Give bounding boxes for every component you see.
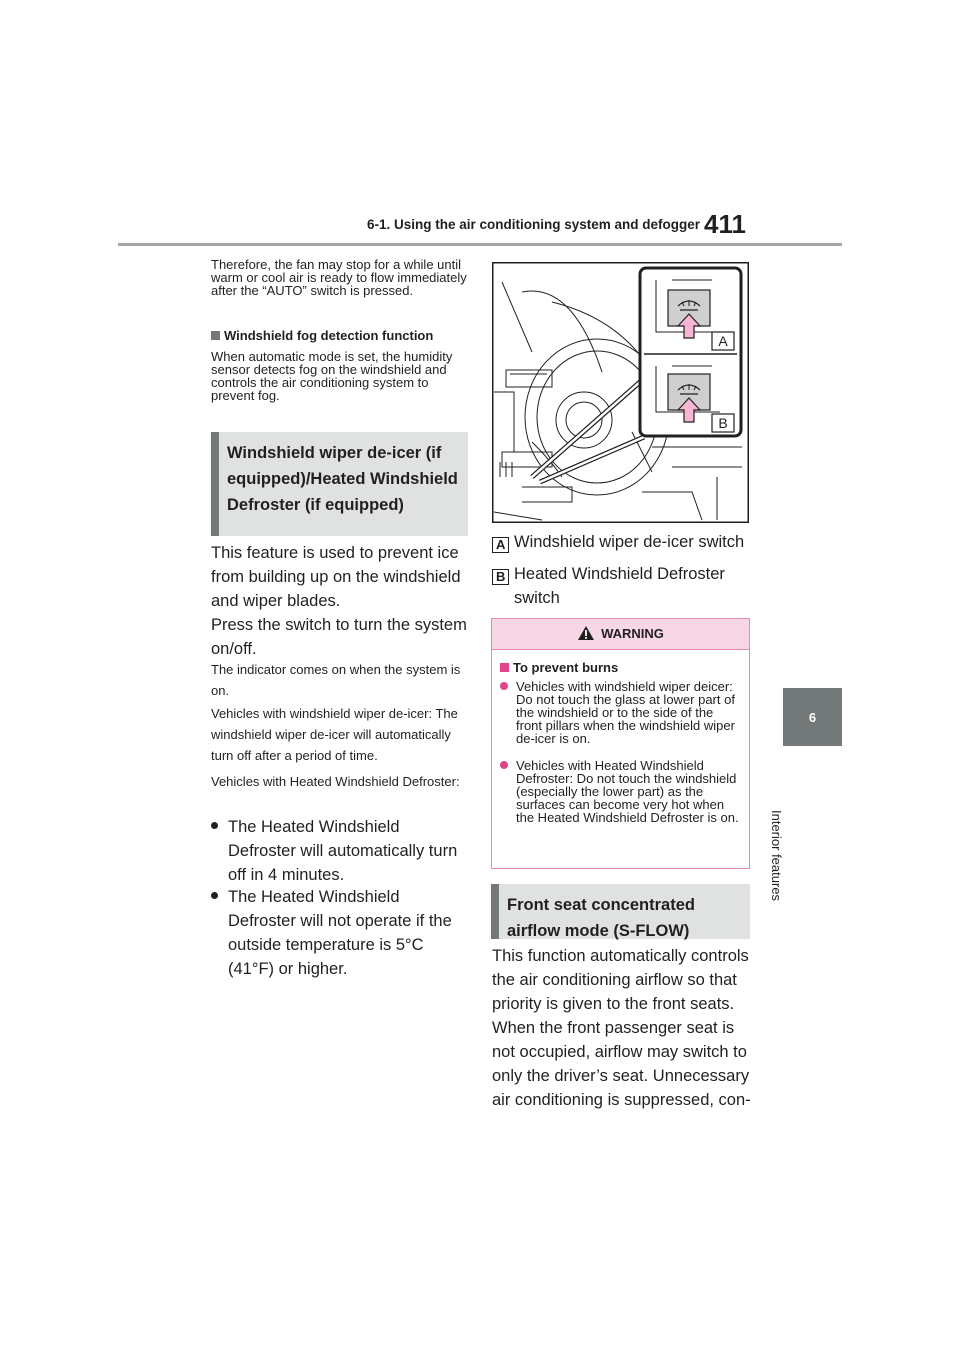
chapter-label: Interior features — [769, 810, 784, 902]
deicer-paragraph-1: This feature is used to prevent ice from building up on the windshield and wiper blades. — [211, 544, 461, 610]
bullet-icon — [500, 682, 508, 690]
square-bullet-icon — [211, 331, 220, 340]
intro-text: Therefore, the fan may stop for a while until warm or cool air is ready to flow immediately after the “AUTO” switch is pressed. — [211, 257, 467, 298]
bullet-icon — [500, 761, 508, 769]
figure-label-b: B — [718, 415, 728, 431]
deicer-note-2: Vehicles with windshield wiper de-icer: The windshield wiper de-icer will automatically turn off after a period of time. — [211, 706, 458, 763]
caption-label-b: B — [492, 569, 509, 585]
deicer-note-3: Vehicles with Heated Windshield Defroster: — [211, 774, 460, 789]
bullet-item: The Heated Windshield Defroster will not operate if the outside temperature is 5°C (41°F) or higher. — [211, 885, 468, 981]
bullet-item: The Heated Windshield Defroster will automatically turn off in 4 minutes. — [211, 815, 468, 887]
switch-illustration — [492, 262, 749, 523]
caption-b: B Heated Windshield Defroster switch — [492, 562, 752, 610]
warning-item: Vehicles with Heated Windshield Defroster: Do not touch the windshield (especially the lower part) as the surfaces can become very hot when the Heated Windshield Defroster is on. — [492, 745, 749, 824]
fog-detection-text: When automatic mode is set, the humidity sensor detects fog on the windshield and controls the air conditioning system to prevent fog. — [211, 349, 453, 403]
bullet-icon — [211, 822, 218, 829]
section-title: 6-1. Using the air conditioning system and defogger — [366, 217, 700, 232]
deicer-note-1: The indicator comes on when the system is on. — [211, 662, 461, 698]
warning-subtitle: To prevent burns — [492, 650, 749, 675]
warning-box — [491, 618, 750, 869]
sflow-text: This function automatically controls the air conditioning airflow so that priority is given to the front seats. When the front passenger seat is not occupied, airflow may switch to only the driver’s seat. Unnecessary air conditioning is suppressed, con- — [492, 947, 751, 1109]
chapter-number: 6 — [808, 710, 817, 725]
header-rule — [118, 243, 842, 246]
deicer-heading: Windshield wiper de-icer (if equipped)/Heated Windshield Defroster (if equipped) — [211, 432, 468, 536]
warning-triangle-icon — [577, 625, 595, 641]
caption-label-a: A — [492, 537, 509, 553]
figure-label-a: A — [718, 333, 728, 349]
fog-detection-title: Windshield fog detection function — [211, 328, 468, 343]
warning-header: WARNING — [492, 619, 749, 650]
dashboard-illustration — [492, 262, 749, 523]
warning-item: Vehicles with windshield wiper deicer: Do not touch the glass at lower part of the windshield or to the side of the front pillars when the windshield wiper de-icer is on. — [492, 675, 749, 745]
bullet-icon — [211, 892, 218, 899]
square-bullet-icon — [500, 663, 509, 672]
sflow-heading: Front seat concentrated airflow mode (S-FLOW) — [491, 884, 750, 939]
deicer-paragraph-2: Press the switch to turn the system on/off. — [211, 616, 467, 658]
page-number: 411 — [704, 209, 746, 239]
caption-a: A Windshield wiper de-icer switch — [492, 530, 752, 556]
